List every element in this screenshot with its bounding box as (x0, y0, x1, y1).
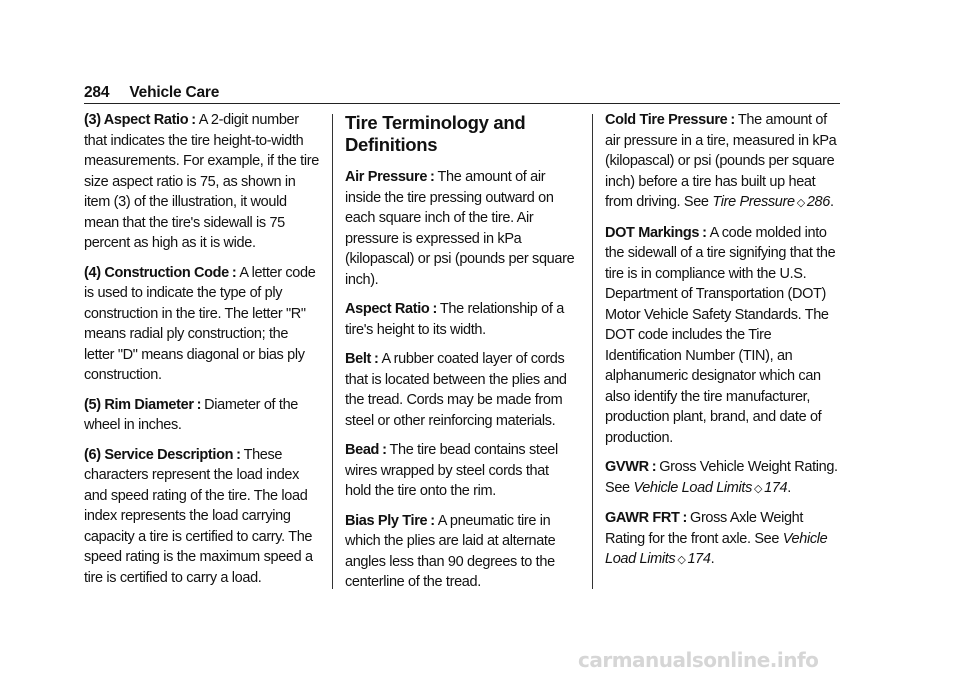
separator: : (231, 264, 237, 281)
separator: : (430, 169, 435, 185)
definition-paragraph (345, 511, 577, 593)
definition-text: The relationship of a tire's height to its width. (345, 301, 564, 338)
definition-term: GVWR (605, 459, 649, 475)
page-reference-icon: ◇ (677, 554, 686, 566)
column-divider (332, 114, 333, 589)
cross-reference-link[interactable]: Tire Pressure (712, 194, 795, 210)
page-number: 284 (84, 84, 110, 101)
trailing-punctuation: . (829, 194, 834, 210)
definition-text: A pneumatic tire in which the plies are laid at alternate angles less than 90 degrees to the centerline of the tread. (345, 512, 556, 590)
separator: : (191, 112, 196, 128)
reference-page-number[interactable]: 174 (764, 479, 788, 496)
definition-paragraph (345, 167, 577, 290)
reference-page-number[interactable]: 286 (806, 194, 830, 210)
definition-paragraph (84, 110, 320, 254)
separator: : (682, 510, 688, 526)
definition-term: Belt (345, 351, 371, 367)
definition-term: Aspect Ratio (345, 301, 430, 317)
trailing-punctuation: . (710, 551, 715, 567)
definition-paragraph (84, 263, 320, 386)
definition-term: Cold Tire Pressure (605, 112, 728, 128)
definition-paragraph (345, 440, 577, 502)
definition-text: These characters represent the load index and speed rating of the tire. The load index represents the load carrying capacity a tire is certified to carry. The speed rating is the maximum speed a tire is certified to carry a load. (84, 446, 313, 586)
definition-paragraph (605, 457, 841, 499)
definition-term: (6) Service Description (84, 446, 234, 463)
definition-text: A letter code is used to indicate the type of ply construction in the tire. The letter "R" means radial ply construction; the letter "D" means diagonal or bias ply construction. (84, 264, 316, 383)
definition-text: A code molded into the sidewall of a tire signifying that the tire is in compliance with the U.S. Department of Transportation (DOT) Motor Vehicle Safety Standards. The DOT code includes the Tire Identification Number (TIN), an alphanumeric designator which can also identify the tire manufacturer, production plant, brand, and date of production. (605, 224, 836, 446)
definition-term: Bias Ply Tire (345, 512, 428, 529)
separator: : (430, 512, 435, 529)
definition-text: The amount of air inside the tire pressing outward on each square inch of the tire. Air pressure is expressed in kPa (kilopascal) or psi (pounds per square inch). (345, 169, 575, 288)
separator: : (196, 396, 202, 413)
column-1 (84, 110, 320, 597)
definition-text: A 2-digit number that indicates the tire height-to-width measurements. For example, if the tire size aspect ratio is 75, as shown in item (3) of the illustration, it would mean that the tire's sidewall is 75 percent as high as it is wide. (84, 112, 319, 251)
separator: : (382, 442, 387, 458)
definition-term: (4) Construction Code (84, 264, 229, 281)
column-2 (345, 110, 577, 602)
page-reference-icon: ◇ (796, 197, 805, 209)
definition-text: A rubber coated layer of cords that is located between the plies and the tread. Cords may be made from steel or other reinforcing materials. (345, 351, 567, 429)
cross-reference-link[interactable]: Vehicle Load Limits (633, 479, 752, 496)
definition-paragraph (605, 110, 841, 214)
definition-paragraph (605, 508, 841, 571)
cross-reference-link[interactable]: Vehicle Load Limits (605, 530, 828, 567)
definition-term: Air Pressure (345, 169, 428, 185)
definition-text: The amount of air pressure in a tire, measured in kPa (kilopascal) or psi (pounds per square inch) before a tire has built up heat from driving. See (605, 112, 837, 210)
page-header (84, 84, 219, 102)
header-rule (84, 103, 840, 104)
separator: : (651, 459, 657, 475)
section-title: Vehicle Care (129, 84, 220, 101)
definition-text: The tire bead contains steel wires wrapped by steel cords that hold the tire onto the rim. (345, 442, 558, 499)
separator: : (236, 446, 241, 463)
definition-paragraph (84, 445, 320, 589)
page-reference-icon: ◇ (754, 482, 763, 495)
definition-text: Gross Vehicle Weight Rating. See (605, 459, 838, 496)
column-divider (592, 114, 593, 589)
separator: : (730, 112, 735, 128)
definition-term: (5) Rim Diameter (84, 396, 194, 413)
definition-term: Bead (345, 442, 380, 458)
column-3 (605, 110, 841, 580)
reference-page-number[interactable]: 174 (687, 551, 711, 567)
definition-paragraph (84, 395, 320, 436)
definition-term: DOT Markings (605, 224, 700, 241)
watermark: carmanualsonline.info (578, 648, 819, 672)
definition-term: (3) Aspect Ratio (84, 112, 189, 128)
definition-paragraph (345, 349, 577, 431)
definition-paragraph (345, 299, 577, 340)
trailing-punctuation: . (787, 479, 791, 496)
separator: : (702, 224, 707, 241)
separator: : (374, 351, 379, 367)
definition-term: GAWR FRT (605, 510, 680, 526)
definition-text: Gross Axle Weight Rating for the front axle. See (605, 510, 804, 547)
separator: : (432, 301, 437, 317)
section-heading: Tire Terminology and Definitions (345, 112, 526, 155)
definition-text: Diameter of the wheel in inches. (84, 396, 299, 433)
definition-paragraph (605, 223, 841, 449)
